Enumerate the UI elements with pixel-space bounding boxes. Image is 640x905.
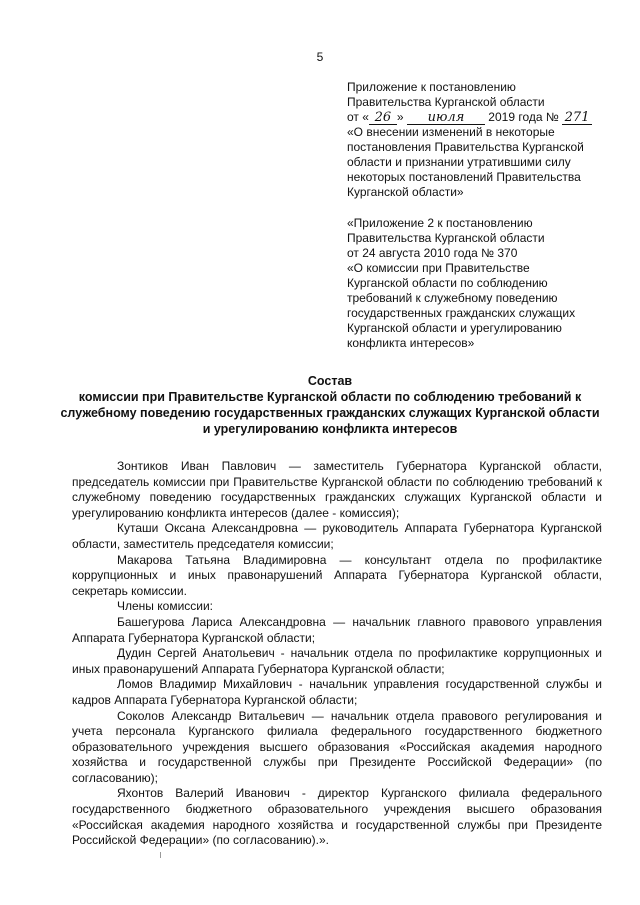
appendix-title-line: области и признании утратившими силу — [347, 155, 571, 169]
appendix-date-line — [347, 110, 612, 125]
member-paragraph: Дудин Сергей Анатольевич - начальник отдела по профилактике коррупционных и иных правонарушений Аппарата Губернатора Курганской области; — [72, 646, 602, 676]
reference-line: «О комиссии при Правительстве — [347, 261, 530, 275]
date-mid: » — [396, 110, 404, 124]
appendix-title-line: постановления Правительства Курганской — [347, 140, 584, 154]
handwritten-number: 271 — [562, 111, 592, 125]
appendix-title-line: «О внесении изменений в некоторые — [347, 125, 555, 139]
reference-line: от 24 августа 2010 года № 370 — [347, 246, 518, 260]
appendix-title-line: Курганской области» — [347, 185, 464, 199]
commission-member-list — [72, 459, 602, 849]
member-paragraph: Яхонтов Валерий Иванович - директор Курганского филиала федерального государственного бюджетного образовательного учреждения высшего образования «Российская академия народного хозяйства и государственной службы при Президенте Российской Федерации» (по согласованию).». — [72, 786, 602, 848]
reference-line: «Приложение 2 к постановлению — [347, 216, 533, 230]
member-paragraph: Куташи Оксана Александровна — руководитель Аппарата Губернатора Курганской области, заместитель председателя комиссии; — [72, 521, 602, 551]
handwritten-month: июля — [407, 111, 485, 125]
member-paragraph: Зонтиков Иван Павлович — заместитель Губернатора Курганской области, председатель комиссии при Правительстве Курганской области по соблюдению требований к служебному поведению государственных гражданских служащих Курганской области и урегулированию конфликта интересов (далее - комиссия); — [72, 459, 602, 520]
appendix-title-line: некоторых постановлений Правительства — [347, 170, 581, 184]
reference-line: Курганской области по соблюдению — [347, 276, 548, 290]
appendix-block — [347, 80, 612, 351]
reference-line: требований к служебному поведению — [347, 291, 558, 305]
reference-line: государственных гражданских служащих — [347, 306, 576, 320]
date-suffix: 2019 года № — [488, 110, 559, 124]
page-number: 5 — [316, 50, 324, 64]
member-paragraph: Макарова Татьяна Владимировна — консультант отдела по профилактике коррупционных и иных правонарушений Аппарата Губернатора Курганской области, секретарь комиссии. — [72, 552, 602, 598]
members-label: Члены комиссии: — [117, 599, 214, 614]
appendix-line: Приложение к постановлению — [347, 80, 516, 94]
reference-line: Правительства Курганской области — [347, 231, 545, 245]
heading-title: Состав — [307, 374, 353, 388]
reference-line: Курганской области и урегулированию — [347, 321, 562, 335]
reference-line: конфликта интересов» — [347, 336, 475, 350]
member-paragraph: Ломов Владимир Михайлович - начальник управления государственной службы и кадров Аппарата Губернатора Курганской области; — [72, 677, 602, 707]
member-paragraph: Соколов Александр Витальевич — начальник отдела правового регулирования и учета персонала Курганского филиала федерального государственного бюджетного образовательного учреждения высшего образования «Российская академия народного хозяйства и государственной службы при Президенте Российской Федерации» (по согласованию); — [72, 708, 602, 785]
scan-mark — [160, 852, 161, 858]
handwritten-day: 26 — [369, 111, 397, 125]
appendix-line: Правительства Курганской области — [347, 95, 545, 109]
member-paragraph: Башегурова Лариса Александровна — начальник главного правового управления Аппарата Губернатора Курганской области; — [72, 614, 602, 645]
heading-subtitle: комиссии при Правительстве Курганской области по соблюдению требований к служебному поведению государственных гражданских служащих Курганской области и урегулированию конфликта интересов — [60, 390, 600, 436]
date-prefix: от « — [347, 110, 369, 124]
document-heading — [60, 373, 600, 437]
